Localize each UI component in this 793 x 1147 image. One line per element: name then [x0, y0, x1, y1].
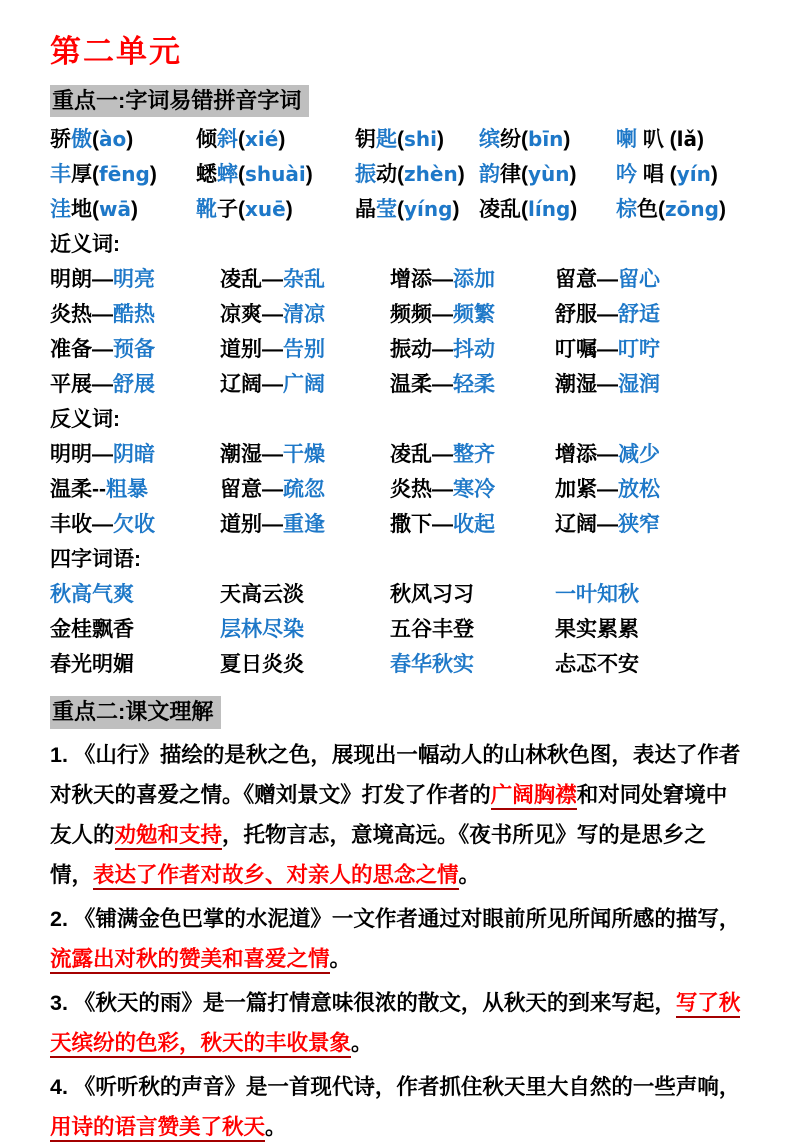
hanzi-segment: 蟋 — [196, 163, 217, 187]
pair-dash: — — [597, 303, 618, 327]
pair-first-word: 道别 — [220, 513, 262, 537]
hanzi-segment: 缤 — [479, 128, 500, 152]
pair-dash: — — [432, 478, 453, 502]
pair-second-word: 阴暗 — [113, 443, 155, 467]
pinyin-segment: fēng — [99, 162, 150, 187]
pair-dash: — — [432, 268, 453, 292]
pair-first-word: 舒服 — [555, 303, 597, 327]
idiom-text: 忐忑不安 — [555, 653, 639, 677]
pair-second-word: 收起 — [453, 513, 495, 537]
pair-first-word: 凌乱 — [390, 443, 432, 467]
hanzi-segment: 律 — [500, 163, 521, 187]
text-comprehension-paragraphs — [50, 735, 747, 1147]
pair-first-word: 频频 — [390, 303, 432, 327]
hanzi-segment: ) — [718, 198, 726, 222]
synonym-pair — [390, 332, 555, 367]
pinyin-word — [616, 192, 747, 227]
antonym-pair — [50, 472, 220, 507]
synonym-pair — [555, 332, 747, 367]
idiom-text: 果实累累 — [555, 618, 639, 642]
pair-dash: -- — [92, 478, 106, 502]
idiom — [390, 647, 555, 682]
paragraph-text: ，托物言志，意境高远。《夜书所见》写的是思乡之情， — [50, 822, 706, 887]
pair-second-word: 舒展 — [113, 373, 155, 397]
pair-first-word: 炎热 — [390, 478, 432, 502]
pinyin-word — [196, 122, 355, 157]
pair-first-word: 丰收 — [50, 513, 92, 537]
hanzi-segment: ( — [397, 163, 404, 187]
pinyin-word — [50, 157, 196, 192]
idiom-text: 五谷丰登 — [390, 618, 474, 642]
pair-dash: — — [92, 268, 113, 292]
hanzi-segment: 丰 — [50, 163, 71, 187]
pair-dash: — — [262, 338, 283, 362]
paragraph-text: 4. 《听听秋的声音》是一首现代诗，作者抓住秋天里大自然的一些声响， — [50, 1074, 741, 1099]
hanzi-segment: ( — [521, 163, 528, 187]
antonym-pair — [390, 472, 555, 507]
hanzi-segment: 韵 — [479, 163, 500, 187]
pair-dash: — — [92, 443, 113, 467]
pair-second-word: 广阔 — [283, 373, 325, 397]
pair-second-word: 添加 — [453, 268, 495, 292]
pair-first-word: 撒下 — [390, 513, 432, 537]
pair-first-word: 增添 — [390, 268, 432, 292]
synonym-pair — [50, 332, 220, 367]
hanzi-segment: ) — [285, 198, 293, 222]
hanzi-segment: ( — [669, 128, 677, 152]
synonym-pair — [220, 367, 390, 402]
pinyin-segment: shuài — [245, 162, 306, 187]
pinyin-word — [616, 122, 747, 157]
highlighted-answer-text: 写了秋天缤纷的色彩，秋天的丰收景象 — [50, 991, 740, 1058]
hanzi-segment: 棕 — [616, 198, 637, 222]
hanzi-segment: 叭 — [637, 128, 670, 152]
synonym-pair — [50, 297, 220, 332]
pair-first-word: 明朗 — [50, 268, 92, 292]
pair-dash: — — [597, 373, 618, 397]
pair-dash: — — [432, 443, 453, 467]
hanzi-segment: 地 — [71, 198, 92, 222]
hanzi-segment: 钥 — [355, 128, 376, 152]
pinyin-segment: zhèn — [404, 162, 458, 187]
synonyms-label: 近义词: — [50, 233, 120, 257]
hanzi-segment: 乱 — [500, 198, 521, 222]
hanzi-segment: ) — [710, 163, 718, 187]
idiom — [220, 577, 390, 612]
hanzi-segment: 蟀 — [217, 163, 238, 187]
pair-dash: — — [597, 338, 618, 362]
pair-second-word: 寒冷 — [453, 478, 495, 502]
idiom-text: 层林尽染 — [220, 618, 304, 642]
pair-dash: — — [432, 373, 453, 397]
pinyin-word — [479, 122, 616, 157]
hanzi-segment: ( — [238, 128, 245, 152]
pair-first-word: 温柔 — [50, 478, 92, 502]
unit-title: 第二单元 — [50, 34, 182, 69]
pinyin-word — [479, 192, 616, 227]
synonym-pair — [220, 332, 390, 367]
idiom — [50, 577, 220, 612]
pair-second-word: 预备 — [113, 338, 155, 362]
hanzi-segment: 喇 — [616, 128, 637, 152]
idiom-text: 春光明媚 — [50, 653, 134, 677]
idioms-grid — [50, 577, 747, 682]
pinyin-segment: bīn — [528, 127, 564, 152]
pinyin-segment: yín — [676, 162, 711, 187]
pinyin-segment: líng — [528, 197, 571, 222]
idiom — [555, 577, 747, 612]
comprehension-paragraph — [50, 1067, 747, 1147]
pinyin-word — [355, 122, 479, 157]
idiom — [50, 647, 220, 682]
pair-dash: — — [432, 303, 453, 327]
paragraph-text: 和对同处窘境中友人的 — [50, 782, 728, 847]
idiom — [390, 577, 555, 612]
antonym-pair — [220, 437, 390, 472]
pair-first-word: 振动 — [390, 338, 432, 362]
comprehension-paragraph — [50, 735, 747, 895]
synonym-pair — [50, 367, 220, 402]
idiom — [50, 612, 220, 647]
hanzi-segment: ( — [92, 198, 99, 222]
hanzi-segment: ) — [452, 198, 460, 222]
hanzi-segment: ) — [570, 198, 578, 222]
hanzi-segment: ( — [521, 128, 528, 152]
hanzi-segment: ) — [457, 163, 465, 187]
pair-dash: — — [262, 373, 283, 397]
pair-second-word: 明亮 — [113, 268, 155, 292]
hanzi-segment: 唱 — [637, 163, 670, 187]
pair-first-word: 辽阔 — [555, 513, 597, 537]
pair-first-word: 增添 — [555, 443, 597, 467]
synonym-pair — [390, 297, 555, 332]
pair-first-word: 凌乱 — [220, 268, 262, 292]
pair-first-word: 潮湿 — [220, 443, 262, 467]
hanzi-segment: ) — [126, 128, 134, 152]
pair-first-word: 平展 — [50, 373, 92, 397]
pair-first-word: 凉爽 — [220, 303, 262, 327]
pinyin-segment: xié — [245, 127, 279, 152]
pinyin-word — [196, 192, 355, 227]
hanzi-segment: 振 — [355, 163, 376, 187]
section1-heading: 重点一:字词易错拼音字词 — [50, 85, 309, 118]
hanzi-segment: ( — [238, 163, 245, 187]
antonym-pair — [555, 472, 747, 507]
pinyin-segment: yùn — [528, 162, 570, 187]
pinyin-segment: wā — [99, 197, 131, 222]
pair-second-word: 疏忽 — [283, 478, 325, 502]
hanzi-segment: 晶 — [355, 198, 376, 222]
hanzi-segment: 色 — [637, 198, 658, 222]
antonym-pair — [220, 507, 390, 542]
pair-first-word: 明明 — [50, 443, 92, 467]
hanzi-segment: ) — [305, 163, 313, 187]
synonym-pair — [50, 262, 220, 297]
pair-second-word: 抖动 — [453, 338, 495, 362]
hanzi-segment: 骄 — [50, 128, 71, 152]
hanzi-segment: 靴 — [196, 198, 217, 222]
hanzi-segment: ) — [130, 198, 138, 222]
hanzi-segment: ( — [92, 163, 99, 187]
pinyin-segment: lǎ — [676, 127, 698, 152]
paragraph-text: 。 — [458, 862, 481, 887]
antonym-pair — [555, 507, 747, 542]
pair-second-word: 狭窄 — [618, 513, 660, 537]
pinyin-word — [50, 192, 196, 227]
hanzi-segment: 莹 — [376, 198, 397, 222]
pair-second-word: 干燥 — [283, 443, 325, 467]
comprehension-paragraph — [50, 983, 747, 1063]
pair-first-word: 留意 — [220, 478, 262, 502]
pair-dash: — — [432, 513, 453, 537]
hanzi-segment: ) — [278, 128, 286, 152]
pair-first-word: 潮湿 — [555, 373, 597, 397]
hanzi-segment: ) — [697, 128, 705, 152]
hanzi-segment: 纷 — [500, 128, 521, 152]
hanzi-segment: ( — [238, 198, 245, 222]
pair-second-word: 湿润 — [618, 373, 660, 397]
highlighted-answer-text: 广阔胸襟 — [491, 783, 577, 810]
antonyms-label: 反义词: — [50, 408, 120, 432]
pinyin-word — [479, 157, 616, 192]
idiom — [555, 647, 747, 682]
idioms-label: 四字词语: — [50, 548, 141, 572]
pinyin-segment: xuē — [245, 197, 286, 222]
antonym-pair — [555, 437, 747, 472]
paragraph-text: 3. 《秋天的雨》是一篇打情意味很浓的散文，从秋天的到来写起， — [50, 990, 676, 1015]
pair-dash: — — [262, 513, 283, 537]
pair-first-word: 准备 — [50, 338, 92, 362]
pair-second-word: 频繁 — [453, 303, 495, 327]
highlighted-answer-text: 流露出对秋的赞美和喜爱之情 — [50, 947, 330, 974]
hanzi-segment: ) — [437, 128, 444, 152]
pair-first-word: 温柔 — [390, 373, 432, 397]
pinyin-segment: ào — [99, 127, 127, 152]
paragraph-text: 。 — [329, 946, 352, 971]
pair-second-word: 粗暴 — [106, 478, 148, 502]
pair-dash: — — [597, 478, 618, 502]
pair-first-word: 辽阔 — [220, 373, 262, 397]
idiom — [220, 612, 390, 647]
pair-first-word: 道别 — [220, 338, 262, 362]
hanzi-segment: ( — [92, 128, 99, 152]
antonym-pair — [220, 472, 390, 507]
idiom-text: 天高云淡 — [220, 583, 304, 607]
hanzi-segment: ( — [397, 128, 404, 152]
paragraph-text: 1. 《山行》描绘的是秋之色，展现出一幅动人的山林秋色图，表达了作者对秋天的喜爱之情。《赠刘景文》打发了作者的 — [50, 742, 741, 807]
antonym-pair — [50, 507, 220, 542]
pair-dash: — — [597, 443, 618, 467]
synonyms-grid — [50, 262, 747, 402]
idiom-text: 秋风习习 — [390, 583, 474, 607]
synonym-pair — [220, 262, 390, 297]
pair-dash: — — [262, 268, 283, 292]
pair-dash: — — [92, 513, 113, 537]
paragraph-text: 2. 《铺满金色巴掌的水泥道》一文作者通过对眼前所见所闻所感的描写， — [50, 906, 741, 931]
highlighted-answer-text: 用诗的语言赞美了秋天 — [50, 1115, 265, 1142]
antonym-pair — [50, 437, 220, 472]
pair-first-word: 叮嘱 — [555, 338, 597, 362]
hanzi-segment: 匙 — [376, 128, 397, 152]
synonym-pair — [390, 367, 555, 402]
pair-first-word: 炎热 — [50, 303, 92, 327]
pair-second-word: 舒适 — [618, 303, 660, 327]
hanzi-segment: ( — [658, 198, 665, 222]
hanzi-segment: ) — [569, 163, 577, 187]
hanzi-segment: 洼 — [50, 198, 71, 222]
idiom-text: 秋高气爽 — [50, 583, 134, 607]
idiom — [390, 612, 555, 647]
hanzi-segment: 动 — [376, 163, 397, 187]
paragraph-text: 。 — [351, 1030, 373, 1055]
hanzi-segment: ) — [563, 128, 571, 152]
hanzi-segment: ( — [669, 163, 677, 187]
pair-dash: — — [92, 338, 113, 362]
pair-second-word: 叮咛 — [618, 338, 660, 362]
synonym-pair — [555, 297, 747, 332]
pair-dash: — — [597, 513, 618, 537]
pair-dash: — — [92, 373, 113, 397]
synonym-pair — [555, 367, 747, 402]
pair-second-word: 欠收 — [113, 513, 155, 537]
idiom-text: 一叶知秋 — [555, 583, 639, 607]
comprehension-paragraph — [50, 899, 747, 979]
pinyin-word — [355, 157, 479, 192]
pinyin-segment: shi — [404, 127, 437, 152]
hanzi-segment: 倾 — [196, 128, 217, 152]
pair-first-word: 留意 — [555, 268, 597, 292]
synonym-pair — [390, 262, 555, 297]
pair-second-word: 减少 — [618, 443, 660, 467]
pinyin-word — [355, 192, 479, 227]
section2-heading: 重点二:课文理解 — [50, 696, 221, 729]
hanzi-segment: 傲 — [71, 128, 92, 152]
idiom-text: 夏日炎炎 — [220, 653, 304, 677]
hanzi-segment: 凌 — [479, 198, 500, 222]
hanzi-segment: 吟 — [616, 163, 637, 187]
hanzi-segment: ) — [149, 163, 157, 187]
pinyin-words-grid — [50, 122, 747, 227]
hanzi-segment: ( — [397, 198, 404, 222]
pair-first-word: 加紧 — [555, 478, 597, 502]
pair-dash: — — [262, 478, 283, 502]
pair-second-word: 告别 — [283, 338, 325, 362]
pair-second-word: 轻柔 — [453, 373, 495, 397]
synonym-pair — [220, 297, 390, 332]
pinyin-word — [196, 157, 355, 192]
pair-second-word: 整齐 — [453, 443, 495, 467]
pinyin-word — [50, 122, 196, 157]
pair-second-word: 酷热 — [113, 303, 155, 327]
antonym-pair — [390, 437, 555, 472]
antonym-pair — [390, 507, 555, 542]
paragraph-text: 。 — [265, 1114, 287, 1139]
idiom — [555, 612, 747, 647]
hanzi-segment: ( — [521, 198, 528, 222]
antonyms-grid — [50, 437, 747, 542]
pair-second-word: 清凉 — [283, 303, 325, 327]
hanzi-segment: 厚 — [71, 163, 92, 187]
pair-dash: — — [432, 338, 453, 362]
pair-dash: — — [262, 443, 283, 467]
idiom-text: 春华秋实 — [390, 653, 474, 677]
pinyin-segment: yíng — [404, 197, 453, 222]
pair-dash: — — [597, 268, 618, 292]
highlighted-answer-text: 劝勉和支持 — [115, 823, 223, 850]
pair-dash: — — [262, 303, 283, 327]
synonym-pair — [555, 262, 747, 297]
pinyin-segment: zōng — [665, 197, 719, 222]
idiom-text: 金桂飘香 — [50, 618, 134, 642]
pinyin-word — [616, 157, 747, 192]
pair-second-word: 重逢 — [283, 513, 325, 537]
pair-dash: — — [92, 303, 113, 327]
hanzi-segment: 斜 — [217, 128, 238, 152]
pair-second-word: 留心 — [618, 268, 660, 292]
highlighted-answer-text: 表达了作者对故乡、对亲人的思念之情 — [93, 863, 459, 890]
hanzi-segment: 子 — [217, 198, 238, 222]
pair-second-word: 放松 — [618, 478, 660, 502]
pair-second-word: 杂乱 — [283, 268, 325, 292]
idiom — [220, 647, 390, 682]
